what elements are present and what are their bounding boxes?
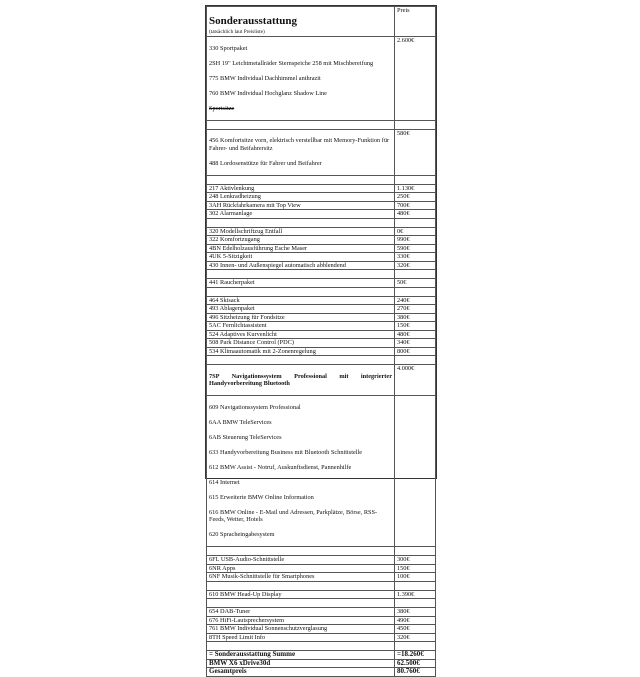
- option-row: 464 Skisack 240€: [207, 296, 436, 305]
- option-row: 6NF Musik-Schnittstelle für Smartphones 100€: [207, 573, 436, 582]
- option-row: 508 Park Distance Control (PDC) 340€: [207, 339, 436, 348]
- option-price: 2.600€: [395, 37, 436, 121]
- navigation-package-heading: 7SP Navigationssystem Professional mit integrierter Handyvorbereitung Bluetooth: [209, 372, 392, 387]
- option-row: 248 Lenkradheizung 250€: [207, 193, 436, 202]
- option-group-navigation: [207, 365, 436, 396]
- option-line: 2SH 19" Leichtmetallräder Sternspeiche 258 mit Mischbereifung: [209, 59, 374, 67]
- option-row: 496 Sitzheizung für Fondsitze 380€: [207, 313, 436, 322]
- header-row: [207, 7, 436, 37]
- option-price: 580€: [395, 129, 436, 175]
- price-list-sheet: [205, 5, 437, 675]
- option-line: 6AA BMW TeleServices: [209, 418, 272, 426]
- option-row: 534 Klimaautomatik mit 2-Zonenregelung 800€: [207, 347, 436, 356]
- option-row: 441 Raucherpaket 50€: [207, 279, 436, 288]
- option-row: 493 Ablagenpaket 270€: [207, 305, 436, 314]
- option-line: 775 BMW Individual Dachhimmel anthrazit: [209, 74, 321, 82]
- option-group: [207, 396, 436, 547]
- option-line: 633 Handyvorbereitung Business mit Bluetooth Schnittstelle: [209, 448, 363, 456]
- option-line: 330 Sportpaket: [209, 44, 248, 52]
- option-line: 609 Navigationssystem Professional: [209, 403, 301, 411]
- options-table: [206, 6, 436, 677]
- option-row: 302 Alarmanlage 480€: [207, 210, 436, 219]
- option-row: 761 BMW Individual Sonnenschutzverglasung 450€: [207, 625, 436, 634]
- document-subtitle: (tatsächlich laut Preisliste): [209, 28, 265, 35]
- option-line: 760 BMW Individual Hochglanz Shadow Line: [209, 89, 327, 97]
- option-line: 614 Internet: [209, 478, 240, 486]
- option-row: 8TH Speed Limit Info 320€: [207, 633, 436, 642]
- document-title: Sonderausstattung: [209, 14, 298, 27]
- option-line: 616 BMW Online - E-Mail und Adressen, Parkplätze, Börse, RSS-Feeds, Wetter, Hotels: [209, 508, 378, 523]
- option-row: 524 Adaptives Kurvenlicht 480€: [207, 330, 436, 339]
- option-row: 610 BMW Head-Up Display 1.390€: [207, 590, 436, 599]
- option-row: 430 Innen- und Außenspiegel automatisch abblendend 320€: [207, 261, 436, 270]
- option-row: 676 HiFi-Lautsprechersystem 490€: [207, 616, 436, 625]
- option-price: 4.000€: [395, 365, 436, 396]
- option-group: [207, 37, 436, 121]
- struck-option: Sportsitze: [209, 104, 235, 112]
- price-column-header: Preis: [395, 7, 436, 37]
- option-line: 615 Erweiterte BMW Online Information: [209, 493, 314, 501]
- option-line: 612 BMW Assist - Notruf, Auskunftsdienst, Pannenhilfe: [209, 463, 352, 471]
- total-row-vehicle: BMW X6 xDrive30d 62.500€: [207, 659, 436, 668]
- total-row-options: = Sonderausstattung Summe =18.260€: [207, 651, 436, 660]
- option-row: 322 Komfortzugang 990€: [207, 236, 436, 245]
- option-row: 6NR Apps 150€: [207, 564, 436, 573]
- option-line: 488 Lordosenstütze für Fahrer und Beifahrer: [209, 159, 322, 167]
- option-group: [207, 129, 436, 175]
- option-row: 4UK 5-Sitzigkeit 330€: [207, 253, 436, 262]
- title-cell: [207, 7, 395, 37]
- option-row: 217 Aktivlenkung 1.130€: [207, 184, 436, 193]
- total-row-grand: Gesamtpreis 80.760€: [207, 668, 436, 677]
- option-row: 320 Modellschriftzug Entfall 0€: [207, 227, 436, 236]
- option-row: 3AH Rückfahrkamera mit Top View 700€: [207, 201, 436, 210]
- option-line: 620 Spracheingabesystem: [209, 531, 275, 538]
- option-row: 654 DAB-Tuner 380€: [207, 608, 436, 617]
- option-row: 5AC Fernlichtassistent 150€: [207, 322, 436, 331]
- option-line: 456 Komfortsitze vorn, elektrisch verstellbar mit Memory-Funktion für Fahrer- und Beifahrersitz: [209, 137, 390, 152]
- option-row: 4BN Edelholzausführung Esche Maser 590€: [207, 244, 436, 253]
- option-row: 6FL USB-Audio-Schnittstelle 300€: [207, 556, 436, 565]
- option-line: 6AB Steuerung TeleServices: [209, 433, 282, 441]
